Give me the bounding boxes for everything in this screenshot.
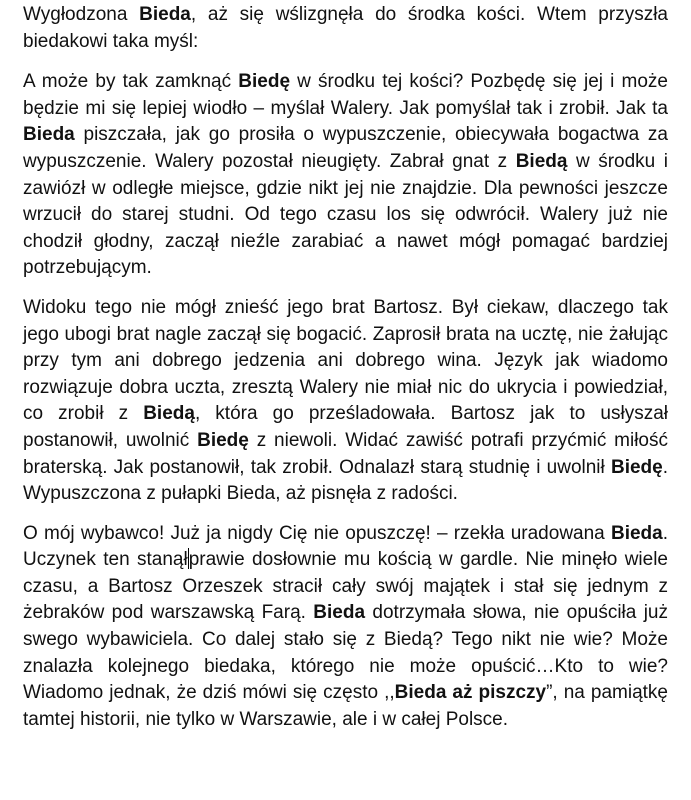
bold-text-segment: Biedą (515, 150, 568, 172)
text-segment: A może by tak zamknąć (23, 71, 239, 93)
text-segment: z niewoli. Widać zawiść potrafi przyćmić miłość braterską. Jak postanowił, tak zrobił. Odnalazł starą studnię i uwolnił (23, 429, 668, 478)
text-segment: dotrzymała słowa, nie opuściła już swego wybawiciela. Co dalej stało się z Biedą? Tego nikt nie wie? Może znalazła kolejnego biedaka, którego nie może opuścić…Kto to wie? Wiadomo jednak, że dziś mówi się często ,, (23, 602, 668, 704)
text-segment: prawie dosłownie mu kością w gardle. Nie minęło wiele czasu, a Bartosz Orzeszek stracił cały swój majątek i stał się jednym z żebraków pod warszawską Farą. (23, 549, 668, 624)
text-segment: w środku i zawiózł w odległe miejsce, gdzie nikt jej nie znajdzie. Dla pewności jeszcze wrzucił do starej studni. Od tego czasu los się odwrócił. Walery już nie chodził głodny, zaczął nieźle zarabiać a nawet mógł pomagać bardziej potrzebującym. (23, 150, 668, 279)
bold-text-segment: Biedę (238, 71, 291, 93)
text-segment: ”, na pamiątkę tamtej historii, nie tylko w Warszawie, ale i w całej Polsce. (23, 682, 668, 730)
paragraph-2 (23, 69, 668, 282)
text-segment: w środku tej kości? Pozbędę się jej i może będzie mi się lepiej wiodło – myślał Walery. Jak pomyślał tak i zrobił. Jak ta (23, 71, 668, 119)
bold-text-segment: Biedą (143, 403, 195, 425)
document-page (23, 2, 668, 733)
text-segment: O mój wybawco! Już ja nigdy Cię nie opuszczę! – rzekła uradowana (23, 522, 611, 544)
text-segment: piszczała, jak go prosiła o wypuszczenie, obiecywała bogactwa za wypuszczenie. Walery pozostał nieugięty. Zabrał gnat z (23, 124, 668, 172)
bold-text-segment: Bieda aż piszczy (394, 682, 547, 704)
bold-text-segment: Bieda (139, 4, 191, 25)
paragraph-3 (23, 295, 668, 508)
bold-text-segment: Bieda (23, 124, 75, 146)
text-segment: , aż się wślizgnęła do środka kości. Wtem przyszła biedakowi taka myśl: (23, 4, 668, 52)
text-segment: . Wypuszczona z pułapki Bieda, aż pisnęła z radości. (23, 456, 668, 505)
bold-text-segment: Bieda (313, 602, 366, 624)
text-segment: , która go prześladowała. Bartosz jak to usłyszał postanowił, uwolnić (23, 403, 668, 451)
text-segment: . Uczynek ten stanął (23, 522, 668, 571)
text-segment: Wygłodzona (23, 4, 140, 25)
bold-text-segment: Biedę (610, 456, 663, 478)
bold-text-segment: Bieda (610, 522, 663, 544)
paragraph-1 (23, 2, 668, 55)
paragraph-4 (23, 521, 668, 734)
bold-text-segment: Biedę (197, 429, 249, 451)
text-segment: Widoku tego nie mógł znieść jego brat Bartosz. Był ciekaw, dlaczego tak jego ubogi brat nagle zaczął się bogacić. Zaprosił brata na ucztę, nie żałując przy tym ani dobrego jedzenia ani dobrego wina. Język jak wiadomo rozwiązuje dobra uczta, zresztą Walery nie miał nic do ukrycia i powiedział, co zrobił z (23, 296, 668, 425)
